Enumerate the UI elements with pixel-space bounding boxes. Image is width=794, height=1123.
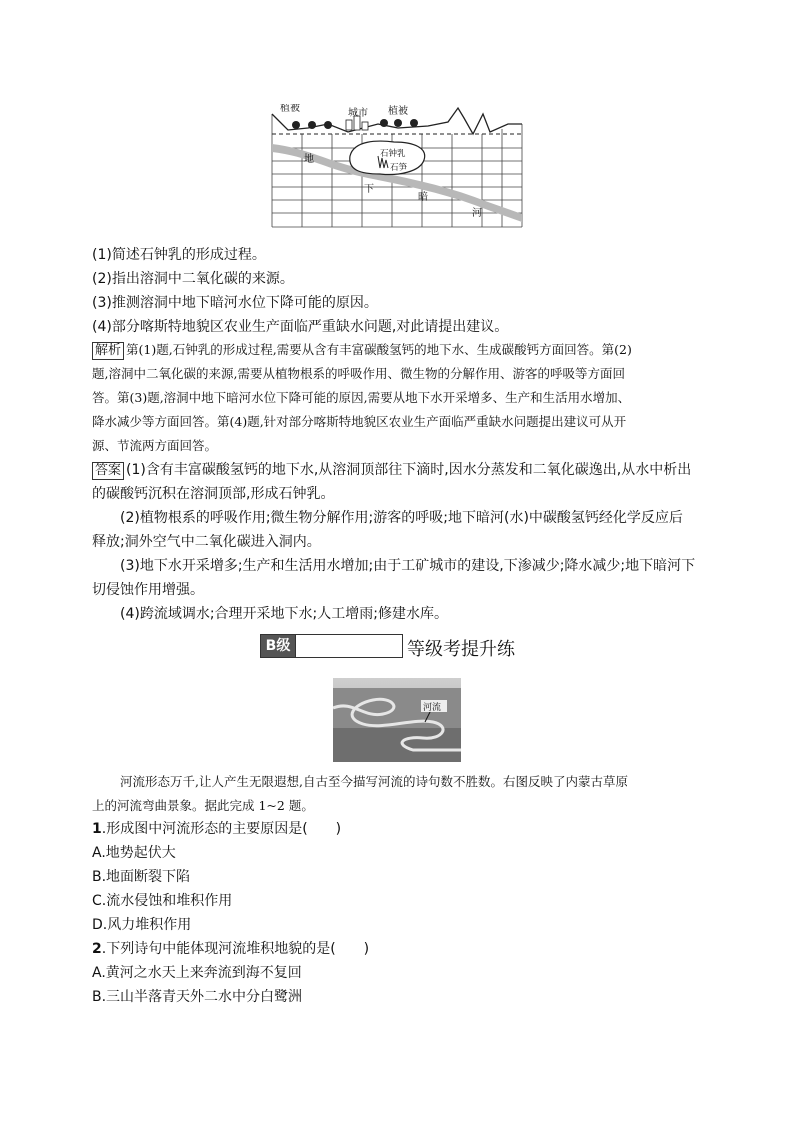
question-2: (2)指出溶洞中二氧化碳的来源。: [92, 271, 294, 287]
answer-2-line2: 释放;洞外空气中二氧化碳进入洞内。: [92, 534, 321, 550]
answer-3-line2: 切侵蚀作用增强。: [92, 582, 204, 598]
section-b-title: 等级考提升练: [407, 639, 515, 660]
analysis-line: 题,溶洞中二氧化碳的来源,需要从植物根系的呼吸作用、微生物的分解作用、游客的呼吸等方面回: [92, 366, 625, 381]
label-di: 地: [304, 154, 314, 165]
answer-1-line1: (1)含有丰富碳酸氢钙的地下水,从溶洞顶部往下滴时,因水分蒸发和二氧化碳逸出,从水中析出: [126, 462, 692, 478]
question-3: (3)推测溶洞中地下暗河水位下降可能的原因。: [92, 295, 378, 311]
section-b-header: [260, 633, 515, 659]
mcq-1-option-c: C.流水侵蚀和堆积作用: [92, 893, 233, 909]
answer-tag: 答案: [92, 462, 124, 480]
analysis-tag: 解析: [92, 342, 124, 360]
analysis-block: [92, 338, 702, 458]
mcq-2-stem: [92, 939, 369, 959]
photo-label: 河流: [423, 703, 442, 713]
label-stalagmite: 石笋: [390, 163, 408, 173]
mcq-1-option-d: D.风力堆积作用: [92, 917, 192, 933]
mcq-2-stem-text: .下列诗句中能体现河流堆积地貌的是( ): [101, 941, 370, 957]
answer-block: [92, 458, 702, 626]
label-he: 河: [472, 208, 482, 219]
label-city: 城市: [348, 108, 368, 119]
mcq-1-option-a: A.地势起伏大: [92, 845, 176, 861]
answer-4: (4)跨流域调水;合理开采地下水;人工增雨;修建水库。: [120, 606, 448, 622]
analysis-line: 答。第(3)题,溶洞中地下暗河水位下降可能的原因,需要从地下水开采增多、生产和生活用水增加、: [92, 390, 631, 405]
intro-line1: 河流形态万千,让人产生无限遐想,自古至今描写河流的诗句数不胜数。右图反映了内蒙古草原: [120, 774, 628, 789]
label-veg1: 植被: [280, 104, 300, 114]
label-an: 暗: [418, 192, 428, 203]
mcq-1-stem-text: .形成图中河流形态的主要原因是( ): [101, 821, 342, 837]
question-4: (4)部分喀斯特地貌区农业生产面临严重缺水问题,对此请提出建议。: [92, 319, 509, 335]
section-b-blank-box: [296, 634, 403, 658]
mcq-1-number: 1: [92, 821, 102, 837]
mcq-2-option-b: B.三山半落青天外二水中分白鹭洲: [92, 989, 303, 1005]
label-stalactite: 石钟乳: [380, 149, 406, 159]
label-veg2: 植被: [388, 106, 408, 117]
analysis-line: 源、节流两方面回答。: [92, 438, 218, 453]
mcq-2-number: 2: [92, 941, 102, 957]
answer-1-line2: 的碳酸钙沉积在溶洞顶部,形成石钟乳。: [92, 486, 335, 502]
intro-text: [92, 770, 702, 818]
answer-3-line1: (3)地下水开采增多;生产和生活用水增加;由于工矿城市的建设,下渗减少;降水减少;地下暗河下: [120, 558, 696, 574]
analysis-line: 第(1)题,石钟乳的形成过程,需要从含有丰富碳酸氢钙的地下水、生成碳酸钙方面回答。第(2): [126, 342, 632, 357]
answer-2-line1: (2)植物根系的呼吸作用;微生物分解作用;游客的呼吸;地下暗河(水)中碳酸氢钙经化学反应后: [120, 510, 683, 526]
mcq-1-stem: [92, 819, 341, 839]
mcq-1-option-b: B.地面断裂下陷: [92, 869, 191, 885]
river-meander-photo: [333, 678, 461, 762]
mcq-2-option-a: A.黄河之水天上来奔流到海不复回: [92, 965, 302, 981]
intro-line2: 上的河流弯曲景象。据此完成 1~2 题。: [92, 798, 314, 813]
label-xia: 下: [364, 184, 374, 195]
karst-cave-diagram: [268, 104, 526, 230]
analysis-line: 降水减少等方面回答。第(4)题,针对部分喀斯特地貌区农业生产面临严重缺水问题提出建议可从开: [92, 414, 627, 429]
section-b-badge: B级: [260, 634, 296, 658]
question-1: (1)简述石钟乳的形成过程。: [92, 247, 266, 263]
